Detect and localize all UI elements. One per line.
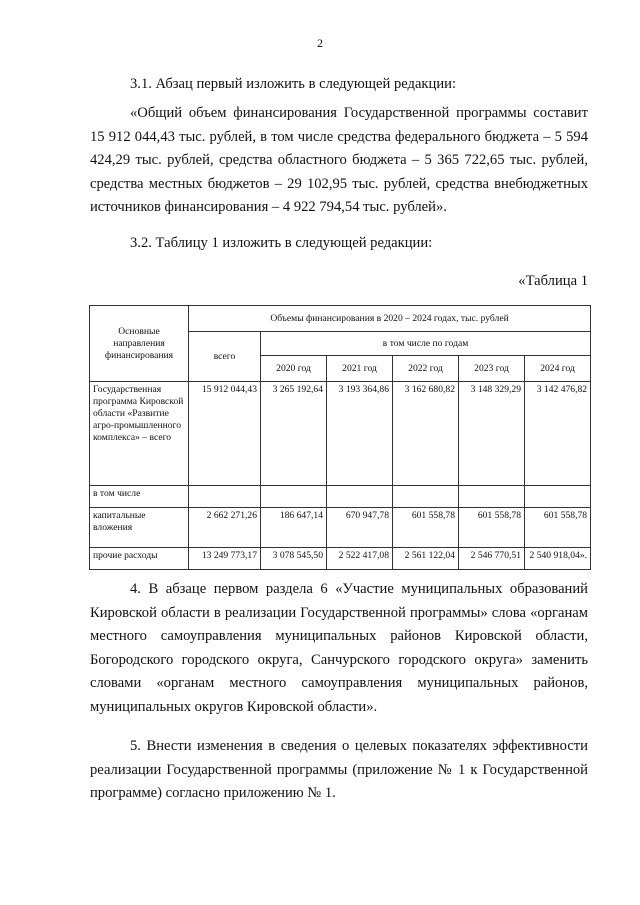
row-total: 15 912 044,43 bbox=[189, 382, 261, 486]
row-value: 3 148 329,29 bbox=[459, 382, 525, 486]
header-total: всего bbox=[189, 332, 261, 382]
row-value: 2 522 417,08 bbox=[327, 548, 393, 570]
year-header: 2022 год bbox=[393, 356, 459, 382]
row-label: Государственная программа Кировской области «Развитие агро-промышленного комплекса» – всего bbox=[90, 382, 189, 486]
table-caption: «Таблица 1 bbox=[518, 273, 588, 289]
item-3-1: 3.1. Абзац первый изложить в следующей редакции: bbox=[130, 76, 457, 92]
row-value: 670 947,78 bbox=[327, 508, 393, 548]
year-header: 2023 год bbox=[459, 356, 525, 382]
year-header: 2024 год bbox=[525, 356, 591, 382]
row-total: 2 662 271,26 bbox=[189, 508, 261, 548]
item-3-2: 3.2. Таблицу 1 изложить в следующей редакции: bbox=[130, 235, 433, 251]
row-value: 601 558,78 bbox=[393, 508, 459, 548]
row-value: 3 162 680,82 bbox=[393, 382, 459, 486]
row-label: капитальные вложения bbox=[90, 508, 189, 548]
table-header-row bbox=[90, 306, 591, 332]
row-label: в том числе bbox=[90, 486, 189, 508]
header-by-years: в том числе по годам bbox=[261, 332, 591, 356]
row-total: 13 249 773,17 bbox=[189, 548, 261, 570]
row-value: 3 265 192,64 bbox=[261, 382, 327, 486]
year-header: 2021 год bbox=[327, 356, 393, 382]
row-value: 3 078 545,50 bbox=[261, 548, 327, 570]
row-value: 601 558,78 bbox=[525, 508, 591, 548]
row-value: 2 561 122,04 bbox=[393, 548, 459, 570]
table-row bbox=[90, 548, 591, 570]
header-volumes: Объемы финансирования в 2020 – 2024 годах, тыс. рублей bbox=[189, 306, 591, 332]
header-main: Основные направления финансирования bbox=[90, 306, 189, 382]
row-value bbox=[327, 486, 393, 508]
table-row bbox=[90, 508, 591, 548]
item-4: 4. В абзаце первом раздела 6 «Участие муниципальных образований Кировской области в реализации Государственной программы» слова «органам местного самоуправления муниципальных районов Кировской области, Богородского городского округа, Санчурского городского округа» заменить словами «органам местного самоуправления муниципальных районов, муниципальных округов Кировской области». bbox=[90, 581, 588, 715]
row-value bbox=[261, 486, 327, 508]
item-5: 5. Внести изменения в сведения о целевых показателях эффективности реализации Государственной программы (приложение № 1 к Государственной программе) согласно приложению № 1. bbox=[90, 738, 588, 801]
quote-paragraph: «Общий объем финансирования Государственной программы составит 15 912 044,43 тыс. рублей, в том числе средства федерального бюджета – 5 594 424,29 тыс. рублей, средства областного бюджета – 5 365 722,65 тыс. рублей, средства местных бюджетов – 29 102,95 тыс. рублей, средства внебюджетных источников финансирования – 4 922 794,54 тыс. рублей». bbox=[90, 105, 588, 215]
row-value: 2 546 770,51 bbox=[459, 548, 525, 570]
year-header: 2020 год bbox=[261, 356, 327, 382]
table-row bbox=[90, 382, 591, 486]
row-value: 2 540 918,04». bbox=[525, 548, 591, 570]
row-value bbox=[393, 486, 459, 508]
row-value: 3 193 364,86 bbox=[327, 382, 393, 486]
row-value: 3 142 476,82 bbox=[525, 382, 591, 486]
financing-table bbox=[89, 305, 591, 570]
row-value bbox=[525, 486, 591, 508]
row-value bbox=[459, 486, 525, 508]
row-value: 601 558,78 bbox=[459, 508, 525, 548]
row-label: прочие расходы bbox=[90, 548, 189, 570]
page-number: 2 bbox=[317, 36, 323, 50]
row-total bbox=[189, 486, 261, 508]
table-row bbox=[90, 486, 591, 508]
row-value: 186 647,14 bbox=[261, 508, 327, 548]
